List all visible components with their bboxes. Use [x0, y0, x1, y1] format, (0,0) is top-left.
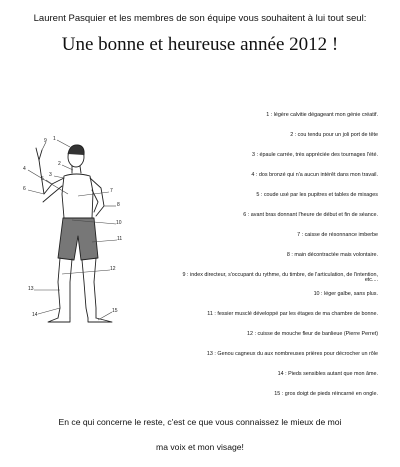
note-item: 9 : index directeur, s'occupant du rythme, du timbre, de l'articulation, de l'intention, etc....: [182, 271, 378, 284]
page-title: Une bonne et heureuse année 2012 !: [61, 34, 339, 55]
callout-12: 12: [110, 266, 116, 272]
callout-15: 15: [112, 308, 118, 314]
note-item: 14 : Pieds sensibles autant que mon âme.: [277, 371, 378, 378]
closing-line-1: En ce qui concerne le reste, c'est ce que vous connaissez le mieux de moi: [58, 417, 342, 427]
callout-5: 5: [41, 176, 44, 182]
note-item: 2 : cou tendu pour un joli port de tête: [290, 131, 378, 138]
note-item: 7 : caisse de résonnance imberbe: [297, 231, 378, 238]
callout-14: 14: [32, 312, 38, 318]
note-item: 10 : léger galbe, sans plus.: [313, 291, 378, 298]
note-item: 4 : dos bronzé qui n'a aucun intérêt dans mon travail.: [251, 171, 378, 178]
callout-3: 3: [49, 172, 52, 178]
note-item: 5 : coude usé par les pupitres et tables de mixages: [256, 191, 378, 198]
callout-6: 6: [23, 186, 26, 192]
callout-8: 8: [117, 202, 120, 208]
callout-9: 9: [44, 138, 47, 144]
callout-4: 4: [23, 166, 26, 172]
note-item: 1 : légère calvitie dégageant mon génie créatif.: [266, 112, 378, 118]
callout-2: 2: [58, 161, 61, 167]
note-item: 11 : fessier musclé développé par les étages de ma chambre de bonne.: [207, 311, 378, 318]
note-item: 15 : gros doigt de pieds réincarné en ongle.: [274, 391, 378, 398]
anatomy-notes-list: [173, 113, 378, 412]
intro-line: Laurent Pasquier et les membres de son équipe vous souhaitent à lui tout seul:: [33, 13, 367, 24]
callout-11: 11: [117, 236, 123, 242]
note-item: 8 : main décontractée mais volontaire.: [286, 251, 378, 258]
callout-10: 10: [116, 220, 122, 226]
closing-line-2: ma voix et mon visage!: [156, 442, 244, 452]
note-item: 6 : avant bras donnant l'heure de début et fin de séance.: [243, 211, 378, 218]
anatomy-figure-illustration: [8, 132, 158, 328]
note-item: 12 : cuisse de mouche fleur de banlieue (Pierre Perret): [247, 331, 378, 338]
callout-13: 13: [28, 286, 34, 292]
callout-7: 7: [110, 188, 113, 194]
callout-1: 1: [53, 136, 56, 142]
note-item: 3 : épaule carrée, très appréciée des tournages l'été.: [252, 151, 378, 158]
note-item: 13 : Genou cagneux du aux nombreuses prières pour décrocher un rôle: [206, 351, 378, 358]
